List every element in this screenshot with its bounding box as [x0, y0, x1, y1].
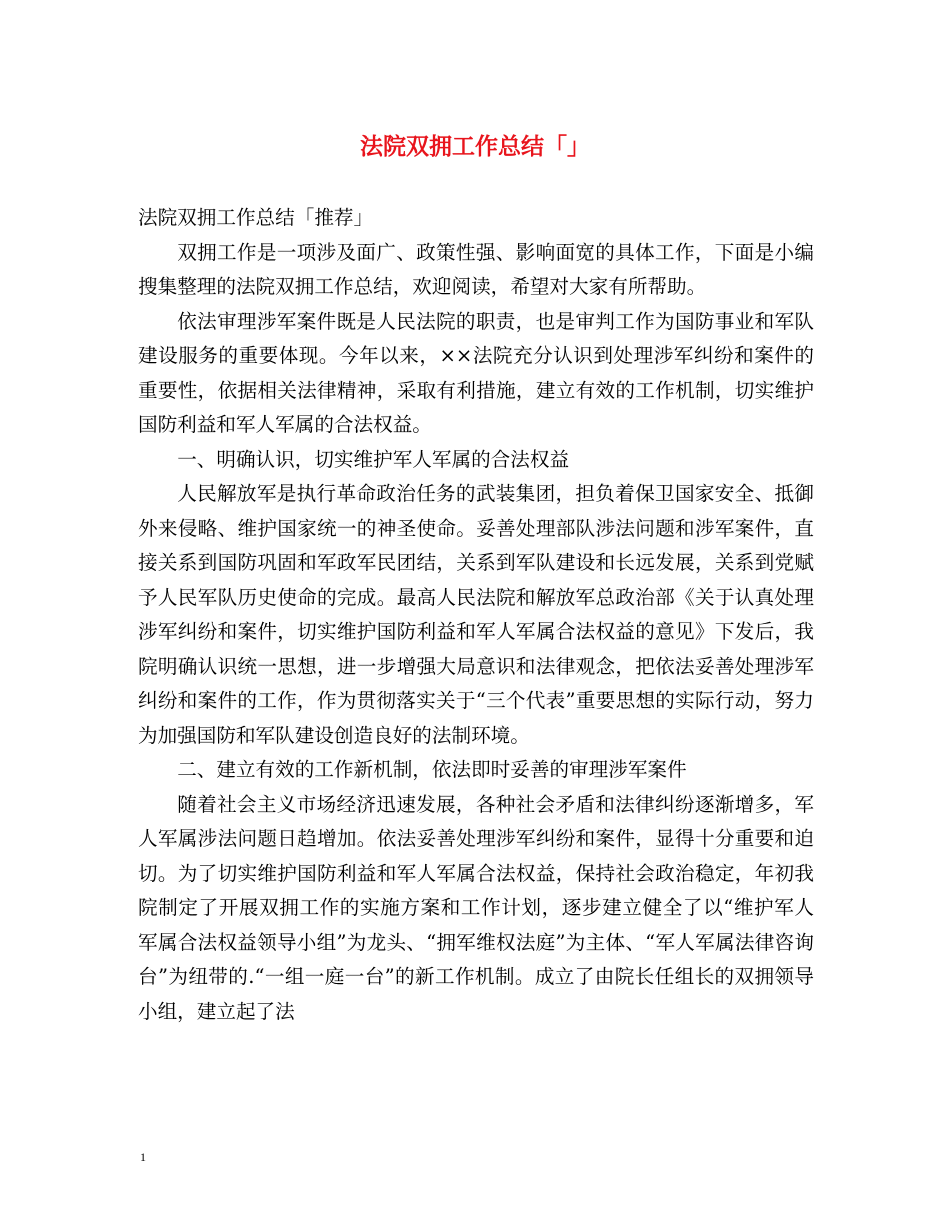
body-paragraph: 人民解放军是执行革命政治任务的武装集团，担负着保卫国家安全、抵御外来侵略、维护国家统一的神圣使命。妥善处理部队涉法问题和涉军案件，直接关系到国防巩固和军政军民团结，关系到军队建设和长远发展，关系到党赋予人民军队历史使命的完成。最高人民法院和解放军总政治部《关于认真处理涉军纠纷和案件，切实维护国防利益和军人军属合法权益的意见》下发后，我院明确认识统一思想，进一步增强大局意识和法律观念，把依法妥善处理涉军纠纷和案件的工作，作为贯彻落实关于“三个代表”重要思想的实际行动，努力为加强国防和军队建设创造良好的法制环境。	[138, 482, 814, 747]
body-paragraph: 随着社会主义市场经济迅速发展，各种社会矛盾和法律纠纷逐渐增多，军人军属涉法问题日趋增加。依法妥善处理涉军纠纷和案件，显得十分重要和迫切。为了切实维护国防利益和军人军属合法权益，保持社会政治稳定，年初我院制定了开展双拥工作的实施方案和工作计划，逐步建立健全了以“维护军人军属合法权益领导小组”为龙头、“拥军维权法庭”为主体、“军人军属法律咨询台”为纽带的.“一组一庭一台”的新工作机制。成立了由院长任组长的双拥领导小组，建立起了法	[138, 792, 814, 1023]
document-body	[138, 201, 814, 1029]
page-number: 1	[140, 1150, 146, 1164]
intro-paragraph: 双拥工作是一项涉及面广、政策性强、影响面宽的具体工作，下面是小编搜集整理的法院双拥工作总结，欢迎阅读，希望对大家有所帮助。	[138, 240, 814, 298]
subtitle-paragraph: 法院双拥工作总结「推荐」	[138, 206, 374, 229]
document-title: 法院双拥工作总结「」	[360, 133, 590, 160]
body-paragraph: 依法审理涉军案件既是人民法院的职责，也是审判工作为国防事业和军队建设服务的重要体现。今年以来，××法院充分认识到处理涉军纠纷和案件的重要性，依据相关法律精神，采取有利措施，建立有效的工作机制，切实维护国防利益和军人军属的合法权益。	[138, 309, 814, 436]
section-heading-2: 二、建立有效的工作新机制，依法即时妥善的审理涉军案件	[177, 758, 687, 781]
section-heading-1: 一、明确认识，切实维护军人军属的合法权益	[177, 447, 570, 471]
